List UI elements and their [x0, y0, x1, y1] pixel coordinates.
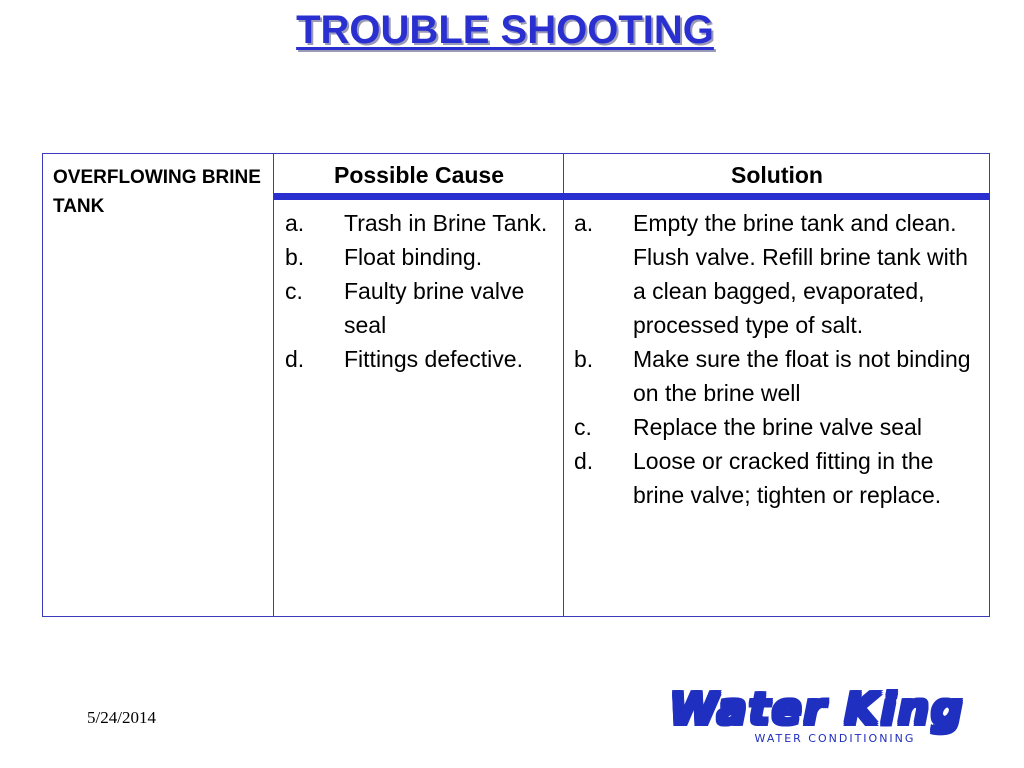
- water-king-logo: [664, 684, 970, 750]
- slide-date: 5/24/2014: [87, 708, 156, 727]
- solution-item: [574, 444, 984, 512]
- problem-column: [43, 154, 274, 616]
- solution-text: Make sure the float is not binding on the brine well: [633, 346, 971, 406]
- solution-marker: a.: [574, 210, 594, 236]
- solution-text: Empty the brine tank and clean. Flush valve. Refill brine tank with a clean bagged, evaporated, processed type of salt.: [633, 210, 968, 338]
- logo-subtitle: WATER CONDITIONING: [754, 732, 916, 745]
- cause-marker: d.: [285, 346, 305, 372]
- solution-marker: d.: [574, 448, 594, 474]
- solution-item: [574, 206, 984, 342]
- solution-list: [574, 206, 984, 512]
- solution-header: Solution: [731, 162, 823, 188]
- cause-text: Fittings defective.: [344, 346, 523, 372]
- cause-text: Trash in Brine Tank.: [344, 210, 548, 236]
- solution-marker: b.: [574, 346, 594, 372]
- cause-header: Possible Cause: [333, 162, 505, 188]
- solution-text: Loose or cracked fitting in the brine valve; tighten or replace.: [633, 448, 942, 508]
- cause-item: [285, 240, 555, 274]
- problem-label: OVERFLOWING BRINE TANK: [53, 167, 261, 217]
- cause-list: [285, 206, 555, 376]
- logo-wordmark: Water King: [664, 684, 970, 735]
- cause-item: [285, 274, 555, 342]
- cause-text: Float binding.: [344, 244, 483, 270]
- slide-title: TROUBLE SHOOTING: [296, 8, 714, 52]
- cause-marker: b.: [285, 244, 305, 270]
- cause-text: Faulty brine valve seal: [344, 278, 525, 338]
- cause-marker: c.: [285, 278, 303, 304]
- cause-marker: a.: [285, 210, 305, 236]
- solution-text: Replace the brine valve seal: [633, 414, 922, 440]
- solution-marker: c.: [574, 414, 592, 440]
- header-divider-bar: [274, 193, 990, 200]
- solution-item: [574, 410, 984, 444]
- cause-item: [285, 342, 555, 376]
- solution-item: [574, 342, 984, 410]
- cause-item: [285, 206, 555, 240]
- troubleshooting-table: [42, 153, 990, 617]
